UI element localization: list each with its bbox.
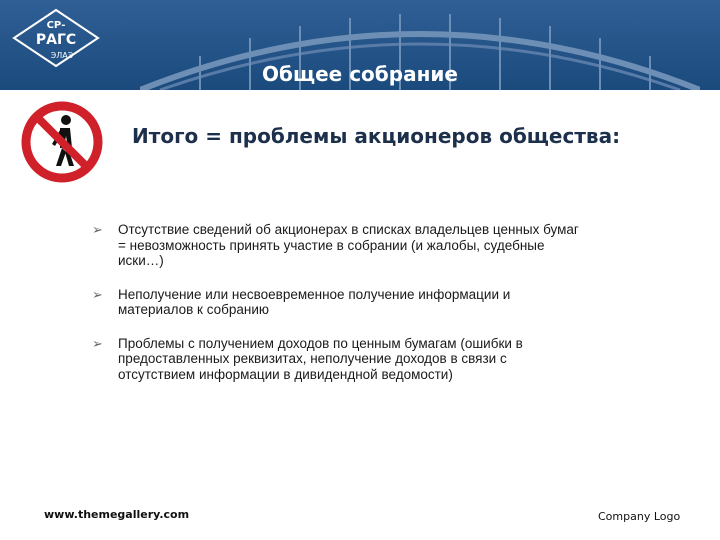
bullet-line: Проблемы с получением доходов по ценным бумагам (ошибки в bbox=[118, 335, 523, 351]
footer-company-logo: Company Logo bbox=[598, 510, 681, 523]
arrowhead-bullet-icon: ➢ bbox=[92, 286, 103, 302]
bullet-line: иски…) bbox=[118, 253, 164, 268]
bullet-line: предоставленных реквизитах, неполучение доходов в связи с bbox=[118, 351, 507, 366]
arrowhead-bullet-icon: ➢ bbox=[92, 222, 103, 237]
bullet-item bbox=[92, 336, 652, 383]
logo-line-2: РАГС bbox=[35, 32, 77, 48]
logo-line-3: ЭЛАЭ bbox=[50, 51, 74, 60]
no-pedestrian-icon bbox=[20, 100, 104, 184]
bullet-list bbox=[92, 222, 652, 400]
header-band bbox=[0, 0, 720, 90]
bullet-line: отсутствием информации в дивидендной ведомости) bbox=[118, 366, 453, 382]
bullet-line: материалов к собранию bbox=[118, 302, 269, 317]
bullet-line: = невозможность принять участие в собрании (и жалобы, судебные bbox=[118, 237, 545, 253]
bullet-line: Отсутствие сведений об акционерах в списках владельцев ценных бумаг bbox=[118, 222, 579, 237]
logo-line-1: СР- bbox=[46, 20, 66, 31]
arrowhead-bullet-icon: ➢ bbox=[92, 335, 103, 351]
bullet-item bbox=[92, 222, 652, 269]
footer-website-link[interactable]: www.themegallery.com bbox=[44, 508, 190, 521]
organization-logo bbox=[12, 8, 100, 68]
header-title: Общее собрание bbox=[262, 62, 458, 86]
slide-title: Итого = проблемы акционеров общества: bbox=[132, 124, 621, 148]
bullet-line: Неполучение или несвоевременное получение информации и bbox=[118, 286, 511, 302]
bullet-item bbox=[92, 287, 652, 318]
